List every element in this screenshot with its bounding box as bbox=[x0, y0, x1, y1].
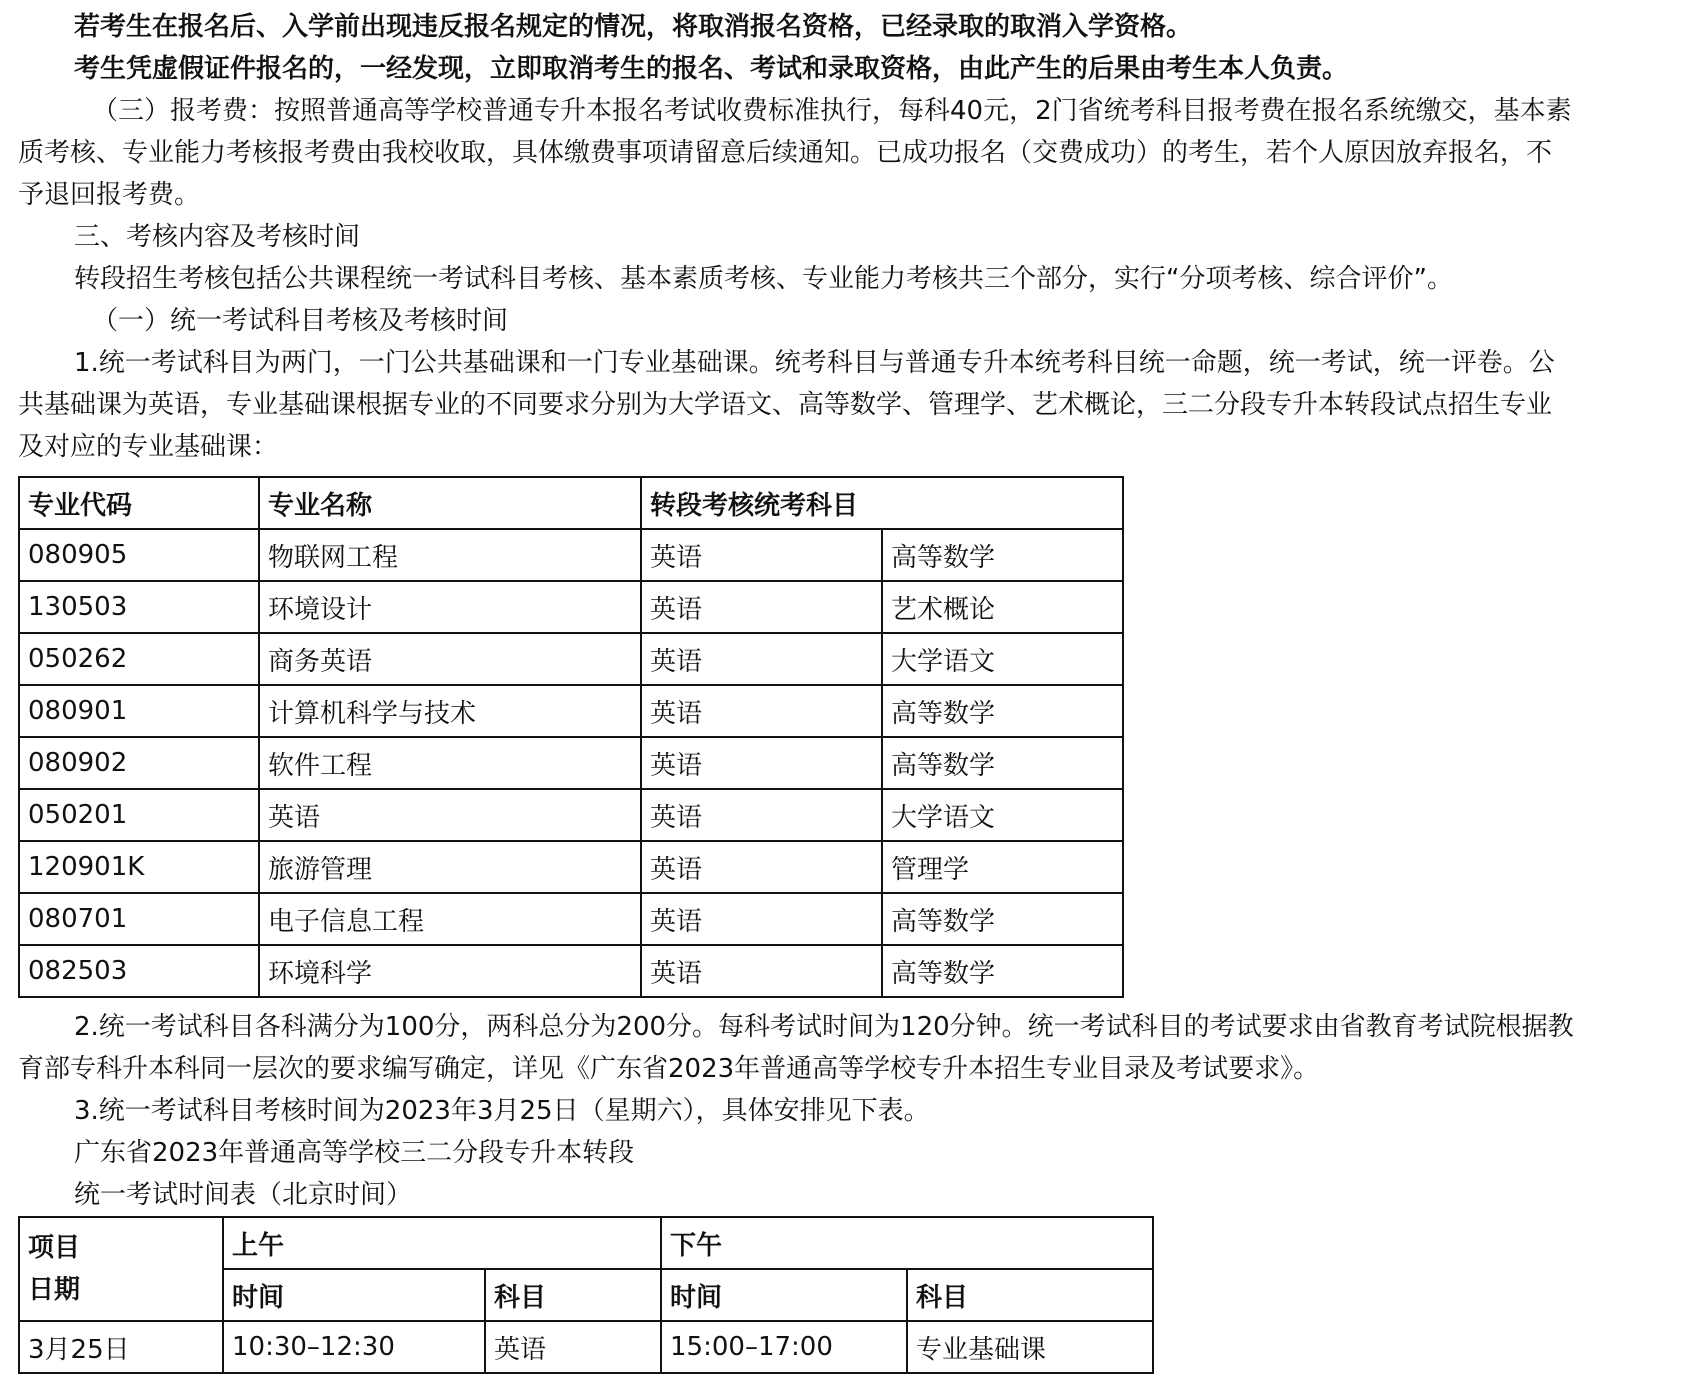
cell-major-subject: 管理学 bbox=[882, 841, 1123, 893]
cell-major-code: 080905 bbox=[19, 529, 259, 581]
cell-major-code: 080901 bbox=[19, 685, 259, 737]
header-am-time: 时间 bbox=[223, 1269, 485, 1321]
header-pm-subject: 科目 bbox=[907, 1269, 1153, 1321]
cell-public-subject: 英语 bbox=[641, 581, 882, 633]
table-row bbox=[19, 581, 1123, 633]
cell-major-code: 120901K bbox=[19, 841, 259, 893]
section-heading-exam-content: 三、考核内容及考核时间 bbox=[74, 222, 361, 252]
cell-pm-time: 15:00–17:00 bbox=[661, 1321, 907, 1373]
cell-public-subject: 英语 bbox=[641, 529, 882, 581]
paragraph-cancel-admission: 若考生在报名后、入学前出现违反报名规定的情况，将取消报名资格，已经录取的取消入学资格。 bbox=[74, 12, 1193, 42]
cell-major-name: 环境设计 bbox=[259, 581, 641, 633]
table-row bbox=[19, 945, 1123, 997]
cell-public-subject: 英语 bbox=[641, 841, 882, 893]
paragraph-scoring-line1: 2.统一考试科目各科满分为100分，两科总分为200分。每科考试时间为120分钟。统一考试科目的考试要求由省教育考试院根据教 bbox=[74, 1012, 1574, 1042]
cell-am-subject: 英语 bbox=[485, 1321, 661, 1373]
paragraph-scoring-line2: 育部专科升本科同一层次的要求编写确定，详见《广东省2023年普通高等学校专升本招生专业目录及考试要求》。 bbox=[18, 1054, 1320, 1084]
table-header-row bbox=[19, 477, 1123, 529]
cell-major-code: 050201 bbox=[19, 789, 259, 841]
cell-major-subject: 艺术概论 bbox=[882, 581, 1123, 633]
paragraph-exam-date: 3.统一考试科目考核时间为2023年3月25日（星期六），具体安排见下表。 bbox=[74, 1096, 930, 1126]
table-row bbox=[19, 737, 1123, 789]
header-morning: 上午 bbox=[223, 1217, 661, 1269]
cell-major-name: 英语 bbox=[259, 789, 641, 841]
table-row bbox=[19, 685, 1123, 737]
header-major-code: 专业代码 bbox=[19, 477, 259, 529]
cell-major-subject: 大学语文 bbox=[882, 633, 1123, 685]
paragraph-subjects-line1: 1.统一考试科目为两门，一门公共基础课和一门专业基础课。统考科目与普通专升本统考科目统一命题，统一考试，统一评卷。公 bbox=[74, 348, 1555, 378]
cell-major-name: 物联网工程 bbox=[259, 529, 641, 581]
cell-public-subject: 英语 bbox=[641, 893, 882, 945]
cell-major-code: 130503 bbox=[19, 581, 259, 633]
cell-major-subject: 大学语文 bbox=[882, 789, 1123, 841]
cell-major-code: 080902 bbox=[19, 737, 259, 789]
table-row bbox=[19, 893, 1123, 945]
header-major-name: 专业名称 bbox=[259, 477, 641, 529]
cell-major-name: 电子信息工程 bbox=[259, 893, 641, 945]
table-row bbox=[19, 1321, 1153, 1373]
cell-major-subject: 高等数学 bbox=[882, 945, 1123, 997]
cell-major-code: 082503 bbox=[19, 945, 259, 997]
table-row bbox=[19, 789, 1123, 841]
header-item-date bbox=[19, 1217, 223, 1321]
exam-schedule-table bbox=[18, 1216, 1154, 1374]
cell-major-name: 商务英语 bbox=[259, 633, 641, 685]
cell-public-subject: 英语 bbox=[641, 633, 882, 685]
table-row bbox=[19, 529, 1123, 581]
cell-public-subject: 英语 bbox=[641, 945, 882, 997]
header-exam-subjects: 转段考核统考科目 bbox=[641, 477, 1123, 529]
cell-am-time: 10:30–12:30 bbox=[223, 1321, 485, 1373]
paragraph-assessment-overview: 转段招生考核包括公共课程统一考试科目考核、基本素质考核、专业能力考核共三个部分，实行“分项考核、综合评价”。 bbox=[74, 264, 1453, 294]
header-pm-time: 时间 bbox=[661, 1269, 907, 1321]
cell-major-subject: 高等数学 bbox=[882, 529, 1123, 581]
cell-major-subject: 高等数学 bbox=[882, 685, 1123, 737]
schedule-caption-line1: 广东省2023年普通高等学校三二分段专升本转段 bbox=[74, 1138, 635, 1168]
cell-public-subject: 英语 bbox=[641, 789, 882, 841]
majors-table bbox=[18, 476, 1124, 998]
cell-public-subject: 英语 bbox=[641, 737, 882, 789]
cell-public-subject: 英语 bbox=[641, 685, 882, 737]
header-afternoon: 下午 bbox=[661, 1217, 1153, 1269]
cell-major-code: 080701 bbox=[19, 893, 259, 945]
cell-major-name: 环境科学 bbox=[259, 945, 641, 997]
table-row bbox=[19, 841, 1123, 893]
paragraph-fee-line1: （三）报考费：按照普通高等学校普通专升本报名考试收费标准执行，每科40元，2门省统考科目报考费在报名系统缴交，基本素 bbox=[92, 96, 1572, 126]
schedule-caption-line2: 统一考试时间表（北京时间） bbox=[74, 1180, 413, 1210]
table-row bbox=[19, 633, 1123, 685]
subsection-heading-unified-exam: （一）统一考试科目考核及考核时间 bbox=[92, 306, 509, 336]
header-item-label: 项目 bbox=[28, 1233, 81, 1263]
paragraph-fee-line2: 质考核、专业能力考核报考费由我校收取，具体缴费事项请留意后续通知。已成功报名（交费成功）的考生，若个人原因放弃报名，不 bbox=[18, 138, 1553, 168]
cell-major-subject: 高等数学 bbox=[882, 893, 1123, 945]
schedule-header-row bbox=[19, 1217, 1153, 1269]
cell-major-code: 050262 bbox=[19, 633, 259, 685]
cell-pm-subject: 专业基础课 bbox=[907, 1321, 1153, 1373]
cell-date: 3月25日 bbox=[19, 1321, 223, 1373]
header-date-label: 日期 bbox=[28, 1275, 81, 1305]
cell-major-name: 计算机科学与技术 bbox=[259, 685, 641, 737]
paragraph-fake-id: 考生凭虚假证件报名的，一经发现，立即取消考生的报名、考试和录取资格，由此产生的后果由考生本人负责。 bbox=[74, 54, 1349, 84]
paragraph-subjects-line2: 共基础课为英语，专业基础课根据专业的不同要求分别为大学语文、高等数学、管理学、艺术概论，三二分段专升本转段试点招生专业 bbox=[18, 390, 1553, 420]
header-am-subject: 科目 bbox=[485, 1269, 661, 1321]
paragraph-fee-line3: 予退回报考费。 bbox=[18, 180, 201, 210]
paragraph-subjects-line3: 及对应的专业基础课： bbox=[18, 432, 279, 462]
cell-major-name: 旅游管理 bbox=[259, 841, 641, 893]
cell-major-subject: 高等数学 bbox=[882, 737, 1123, 789]
cell-major-name: 软件工程 bbox=[259, 737, 641, 789]
